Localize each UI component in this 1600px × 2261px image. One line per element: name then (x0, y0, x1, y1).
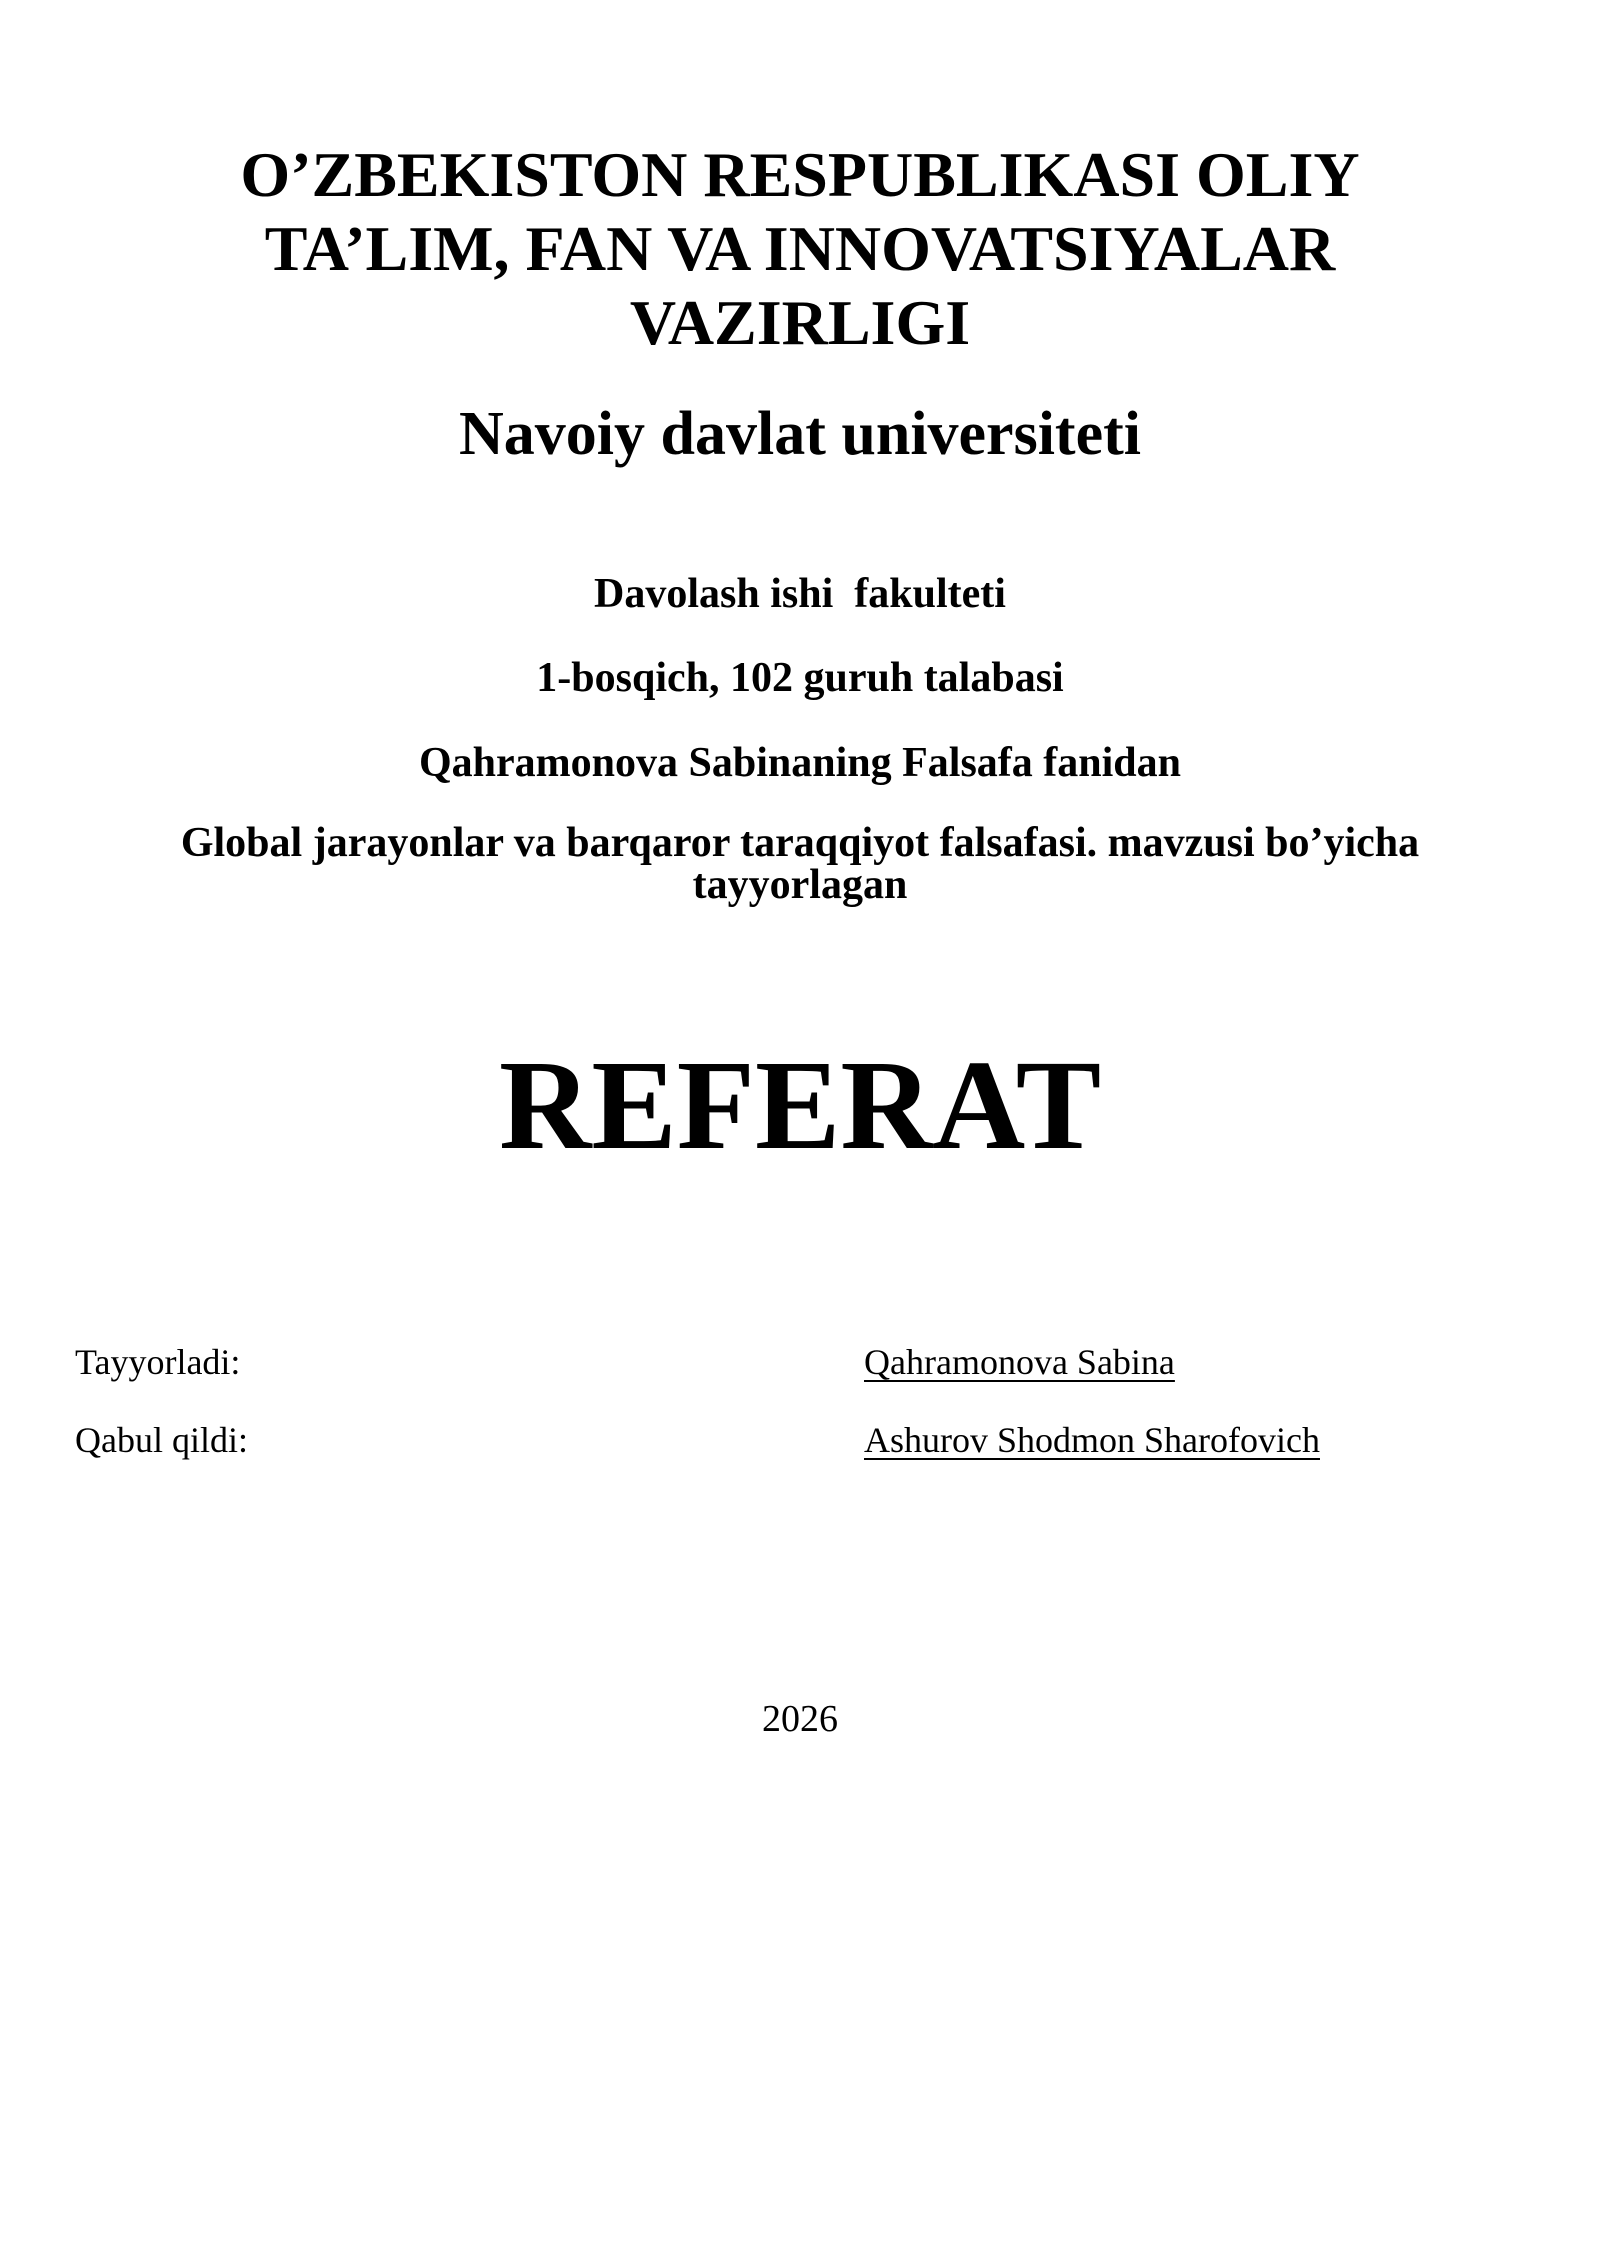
ministry-line-1: O’ZBEKISTON RESPUBLIKASI OLIY (240, 139, 1360, 210)
topic-line-2: tayyorlagan (692, 862, 908, 908)
course-line: 1-bosqich, 102 guruh talabasi (536, 655, 1064, 701)
ministry-line-3: VAZIRLIGI (629, 287, 971, 358)
year: 2026 (762, 1698, 838, 1740)
subject-line: Qahramonova Sabinaning Falsafa fanidan (418, 740, 1182, 786)
prepared-label: Tayyorladi: (75, 1342, 241, 1382)
ministry-line-2: TA’LIM, FAN VA INNOVATSIYALAR (264, 213, 1336, 284)
ministry-heading (0, 138, 1600, 360)
prepared-name: Qahramonova Sabina (864, 1342, 1175, 1382)
university-name: Navoiy davlat universiteti (459, 400, 1141, 468)
accepted-label: Qabul qildi: (75, 1420, 248, 1460)
topic-line-1: Global jarayonlar va barqaror taraqqiyot falsafasi. mavzusi bo’yicha (180, 820, 1420, 866)
document-title: REFERAT (498, 1034, 1102, 1176)
accepted-name: Ashurov Shodmon Sharofovich (864, 1420, 1320, 1460)
faculty-line: Davolash ishi fakulteti (594, 571, 1006, 617)
topic-block (0, 822, 1600, 906)
